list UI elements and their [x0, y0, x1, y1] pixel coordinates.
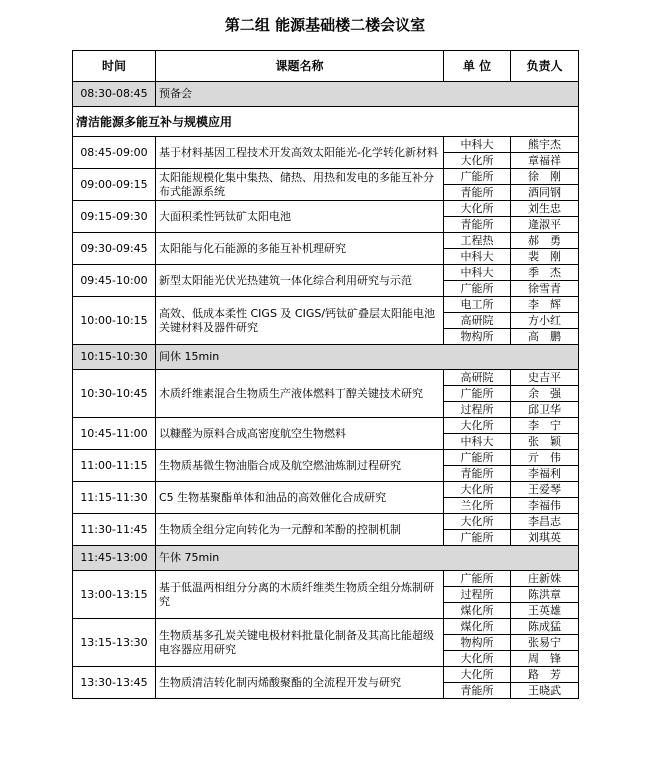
page-title: 第二组 能源基础楼二楼会议室	[224, 16, 426, 34]
session-time: 09:15-09:30	[73, 201, 156, 233]
header-unit: 单 位	[444, 51, 511, 82]
unit-cell: 青能所	[444, 466, 511, 482]
break-label: 间休 15min	[156, 345, 579, 370]
person-cell: 王晓武	[511, 683, 579, 699]
table-row	[73, 571, 579, 587]
session-time: 11:00-11:15	[73, 450, 156, 482]
session-time: 11:30-11:45	[73, 514, 156, 546]
person-cell: 徐雪青	[511, 281, 579, 297]
session-time: 09:30-09:45	[73, 233, 156, 265]
unit-cell: 广能所	[444, 571, 511, 587]
unit-cell: 煤化所	[444, 619, 511, 635]
unit-cell: 大化所	[444, 201, 511, 217]
break-row	[73, 345, 579, 370]
person-cell: 李 宁	[511, 418, 579, 434]
table-row	[73, 667, 579, 683]
session-topic: 基于材料基因工程技术开发高效太阳能光-化学转化新材料	[156, 137, 444, 169]
person-cell: 亓 伟	[511, 450, 579, 466]
session-time: 10:45-11:00	[73, 418, 156, 450]
unit-cell: 青能所	[444, 185, 511, 201]
schedule-body	[73, 82, 579, 699]
session-time: 09:45-10:00	[73, 265, 156, 297]
person-cell: 陈成猛	[511, 619, 579, 635]
session-topic: 生物质全组分定向转化为一元醇和苯酚的控制机制	[156, 514, 444, 546]
person-cell: 李昌志	[511, 514, 579, 530]
session-topic: 生物质基多孔炭关键电极材料批量化制备及其高比能超级电容器应用研究	[156, 619, 444, 667]
break-time: 10:15-10:30	[73, 345, 156, 370]
person-cell: 季 杰	[511, 265, 579, 281]
person-cell: 刘生忠	[511, 201, 579, 217]
session-topic: 太阳能规模化集中集热、储热、用热和发电的多能互补分布式能源系统	[156, 169, 444, 201]
person-cell: 高 鹏	[511, 329, 579, 345]
person-cell: 路 芳	[511, 667, 579, 683]
session-topic: 以糠醛为原料合成高密度航空生物燃料	[156, 418, 444, 450]
unit-cell: 中科大	[444, 137, 511, 153]
session-time: 10:30-10:45	[73, 370, 156, 418]
session-topic: 太阳能与化石能源的多能互补机理研究	[156, 233, 444, 265]
table-row	[73, 514, 579, 530]
unit-cell: 中科大	[444, 434, 511, 450]
person-cell: 余 强	[511, 386, 579, 402]
unit-cell: 青能所	[444, 683, 511, 699]
session-topic: C5 生物基聚酯单体和油品的高效催化合成研究	[156, 482, 444, 514]
session-time: 13:15-13:30	[73, 619, 156, 667]
break-time: 11:45-13:00	[73, 546, 156, 571]
session-topic: 高效、低成本柔性 CIGS 及 CIGS/钙钛矿叠层太阳能电池关键材料及器件研究	[156, 297, 444, 345]
unit-cell: 广能所	[444, 281, 511, 297]
person-cell: 章福祥	[511, 153, 579, 169]
unit-cell: 中科大	[444, 249, 511, 265]
unit-cell: 工程热	[444, 233, 511, 249]
session-time: 08:45-09:00	[73, 137, 156, 169]
unit-cell: 过程所	[444, 587, 511, 603]
session-time: 11:15-11:30	[73, 482, 156, 514]
person-cell: 酒同钢	[511, 185, 579, 201]
person-cell: 邱卫华	[511, 402, 579, 418]
unit-cell: 过程所	[444, 402, 511, 418]
header-time: 时间	[73, 51, 156, 82]
unit-cell: 中科大	[444, 265, 511, 281]
session-time: 09:00-09:15	[73, 169, 156, 201]
session-time: 13:30-13:45	[73, 667, 156, 699]
unit-cell: 青能所	[444, 217, 511, 233]
schedule-table	[72, 50, 579, 699]
break-time: 08:30-08:45	[73, 82, 156, 107]
table-row	[73, 482, 579, 498]
unit-cell: 兰化所	[444, 498, 511, 514]
session-topic: 木质纤维素混合生物质生产液体燃料丁醇关键技术研究	[156, 370, 444, 418]
session-time: 10:00-10:15	[73, 297, 156, 345]
session-topic: 新型太阳能光伏光热建筑一体化综合利用研究与示范	[156, 265, 444, 297]
unit-cell: 广能所	[444, 386, 511, 402]
unit-cell: 高研院	[444, 370, 511, 386]
session-topic: 基于低温两相组分分离的木质纤维类生物质全组分炼制研究	[156, 571, 444, 619]
unit-cell: 物构所	[444, 635, 511, 651]
person-cell: 周 锋	[511, 651, 579, 667]
unit-cell: 广能所	[444, 169, 511, 185]
unit-cell: 煤化所	[444, 603, 511, 619]
unit-cell: 大化所	[444, 418, 511, 434]
table-row	[73, 265, 579, 281]
section-title: 清洁能源多能互补与规模应用	[73, 107, 579, 137]
table-row	[73, 297, 579, 313]
table-row	[73, 418, 579, 434]
unit-cell: 大化所	[444, 514, 511, 530]
table-row	[73, 201, 579, 217]
person-cell: 李福伟	[511, 498, 579, 514]
table-row	[73, 619, 579, 635]
person-cell: 陈洪章	[511, 587, 579, 603]
header-person: 负责人	[511, 51, 579, 82]
header-topic: 课题名称	[156, 51, 444, 82]
person-cell: 李 辉	[511, 297, 579, 313]
break-row	[73, 546, 579, 571]
person-cell: 王英雄	[511, 603, 579, 619]
person-cell: 庄新姝	[511, 571, 579, 587]
person-cell: 刘琪英	[511, 530, 579, 546]
unit-cell: 广能所	[444, 530, 511, 546]
unit-cell: 广能所	[444, 450, 511, 466]
person-cell: 张 颖	[511, 434, 579, 450]
person-cell: 方小红	[511, 313, 579, 329]
break-label: 午休 75min	[156, 546, 579, 571]
unit-cell: 大化所	[444, 153, 511, 169]
session-time: 13:00-13:15	[73, 571, 156, 619]
person-cell: 裴 刚	[511, 249, 579, 265]
person-cell: 李福利	[511, 466, 579, 482]
table-row	[73, 169, 579, 185]
section-row	[73, 107, 579, 137]
person-cell: 徐 刚	[511, 169, 579, 185]
person-cell: 熊宇杰	[511, 137, 579, 153]
table-header-row	[73, 51, 579, 82]
unit-cell: 电工所	[444, 297, 511, 313]
session-topic: 大面积柔性钙钛矿太阳电池	[156, 201, 444, 233]
person-cell: 张易宁	[511, 635, 579, 651]
unit-cell: 高研院	[444, 313, 511, 329]
session-topic: 生物质基微生物油脂合成及航空燃油炼制过程研究	[156, 450, 444, 482]
table-row	[73, 370, 579, 386]
unit-cell: 大化所	[444, 482, 511, 498]
person-cell: 王爱琴	[511, 482, 579, 498]
unit-cell: 物构所	[444, 329, 511, 345]
unit-cell: 大化所	[444, 651, 511, 667]
table-row	[73, 233, 579, 249]
unit-cell: 大化所	[444, 667, 511, 683]
person-cell: 郝 勇	[511, 233, 579, 249]
person-cell: 逄淑平	[511, 217, 579, 233]
table-row	[73, 137, 579, 153]
person-cell: 史吉平	[511, 370, 579, 386]
table-row	[73, 450, 579, 466]
break-label: 预备会	[156, 82, 579, 107]
break-row	[73, 82, 579, 107]
session-topic: 生物质清洁转化制丙烯酸聚酯的全流程开发与研究	[156, 667, 444, 699]
